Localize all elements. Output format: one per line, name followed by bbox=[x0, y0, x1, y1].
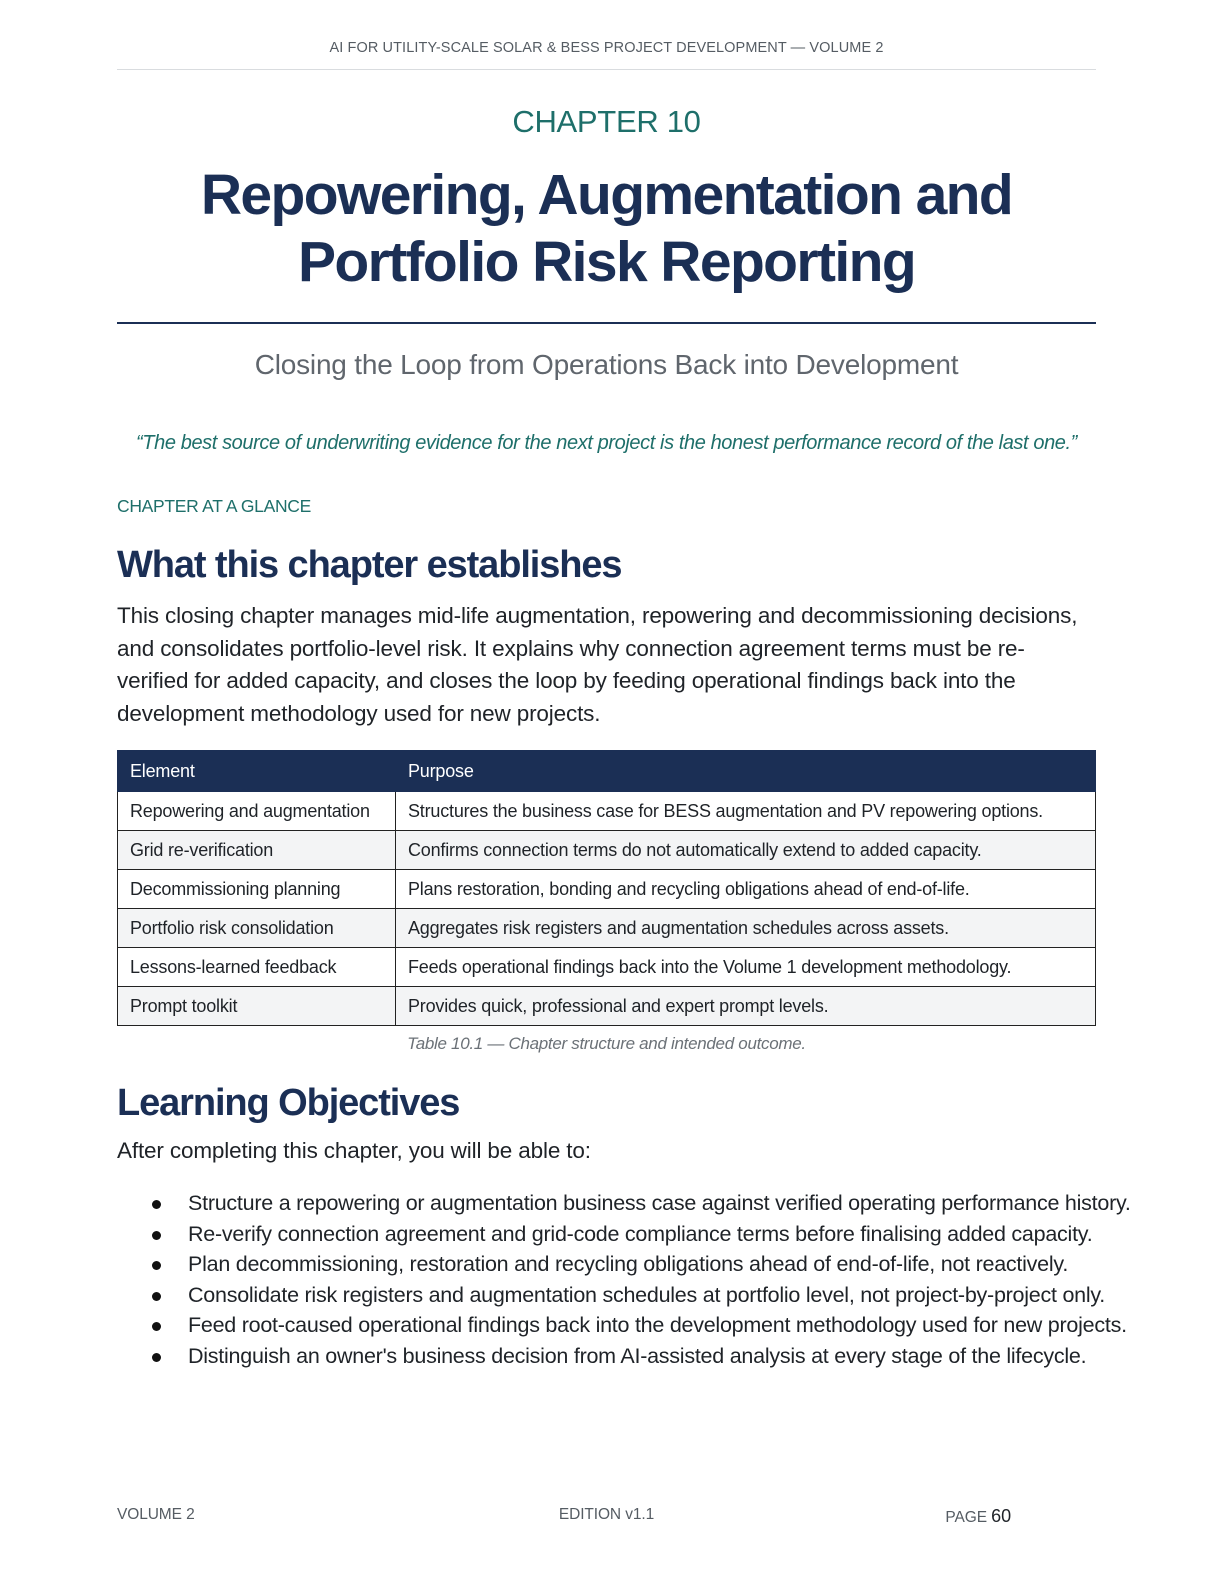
table-row bbox=[118, 948, 1096, 987]
document-page bbox=[117, 0, 1131, 1584]
learning-objectives-intro: After completing this chapter, you will be able to: bbox=[117, 1138, 591, 1163]
table-row bbox=[118, 909, 1096, 948]
chapter-epigraph: “The best source of underwriting evidence for the next project is the honest performance record of the last one.” bbox=[136, 432, 1077, 454]
glance-label: CHAPTER AT A GLANCE bbox=[117, 496, 311, 516]
chapter-label: CHAPTER 10 bbox=[512, 104, 701, 139]
chapter-subtitle: Closing the Loop from Operations Back into Development bbox=[254, 349, 959, 380]
table-cell-purpose: Confirms connection terms do not automatically extend to added capacity. bbox=[396, 831, 1096, 870]
running-header: AI FOR UTILITY-SCALE SOLAR & BESS PROJECT DEVELOPMENT — VOLUME 2 bbox=[329, 40, 884, 56]
list-item bbox=[117, 1341, 1096, 1372]
table-header-row bbox=[118, 751, 1096, 792]
list-item bbox=[117, 1219, 1096, 1250]
footer-volume: VOLUME 2 bbox=[117, 1506, 195, 1523]
bullet-icon bbox=[152, 1261, 161, 1270]
list-item bbox=[117, 1249, 1096, 1280]
chapter-structure-table bbox=[117, 750, 1096, 1026]
list-item bbox=[117, 1280, 1106, 1311]
list-item-text: Re-verify connection agreement and grid-code compliance terms before finalising added capacity. bbox=[188, 1221, 1093, 1246]
bullet-icon bbox=[152, 1231, 161, 1240]
table-row bbox=[118, 987, 1096, 1026]
list-item-text: Plan decommissioning, restoration and recycling obligations ahead of end-of-life, not reactively. bbox=[188, 1252, 1069, 1276]
glance-heading: What this chapter establishes bbox=[117, 544, 622, 586]
table-header-purpose: Purpose bbox=[396, 751, 1096, 792]
footer-page-number: 60 bbox=[991, 1506, 1011, 1526]
title-divider bbox=[117, 322, 1096, 324]
bullet-icon bbox=[152, 1322, 161, 1331]
table-caption: Table 10.1 — Chapter structure and intended outcome. bbox=[407, 1034, 806, 1053]
table-cell-element: Grid re-verification bbox=[118, 831, 396, 870]
list-item-text: Distinguish an owner's business decision from AI-assisted analysis at every stage of the lifecycle. bbox=[188, 1343, 1087, 1368]
table-cell-purpose: Feeds operational findings back into the Volume 1 development methodology. bbox=[396, 948, 1096, 987]
table-cell-element: Lessons-learned feedback bbox=[118, 948, 396, 987]
list-item bbox=[117, 1310, 1127, 1341]
bullet-icon bbox=[152, 1200, 161, 1209]
chapter-title bbox=[117, 162, 1096, 296]
list-item-text: Feed root-caused operational findings back into the development methodology used for new projects. bbox=[188, 1313, 1127, 1337]
table-cell-element: Prompt toolkit bbox=[118, 987, 396, 1026]
table-header-element: Element bbox=[118, 751, 396, 792]
chapter-title-text: Repowering, Augmentation and Portfolio Risk Reporting bbox=[200, 163, 1013, 294]
bullet-icon bbox=[152, 1292, 161, 1301]
table-cell-purpose: Aggregates risk registers and augmentation schedules across assets. bbox=[396, 909, 1096, 948]
table-cell-element: Repowering and augmentation bbox=[118, 792, 396, 831]
table-cell-purpose: Plans restoration, bonding and recycling obligations ahead of end-of-life. bbox=[396, 870, 1096, 909]
table-row bbox=[118, 831, 1096, 870]
header-divider bbox=[117, 69, 1096, 70]
list-item-text: Consolidate risk registers and augmentation schedules at portfolio level, not project-by-project only. bbox=[188, 1282, 1106, 1307]
learning-objectives-list bbox=[117, 1188, 1131, 1371]
table-row bbox=[118, 792, 1096, 831]
footer-page bbox=[945, 1506, 1011, 1527]
footer-page-label: PAGE bbox=[945, 1509, 987, 1526]
table-cell-element: Decommissioning planning bbox=[118, 870, 396, 909]
table-cell-purpose: Provides quick, professional and expert prompt levels. bbox=[396, 987, 1096, 1026]
list-item bbox=[117, 1188, 1131, 1219]
table-cell-purpose: Structures the business case for BESS augmentation and PV repowering options. bbox=[396, 792, 1096, 831]
footer-edition: EDITION v1.1 bbox=[558, 1506, 655, 1523]
learning-objectives-heading: Learning Objectives bbox=[117, 1082, 460, 1124]
table-cell-element: Portfolio risk consolidation bbox=[118, 909, 396, 948]
table-row bbox=[118, 870, 1096, 909]
glance-body: This closing chapter manages mid-life augmentation, repowering and decommissioning decisions, and consolidates portfolio-level risk. It explains why connection agreement terms must be re-verified for added capacity, and closes the loop by feeding operational findings back into the development methodology used for new projects. bbox=[117, 603, 1078, 727]
list-item-text: Structure a repowering or augmentation business case against verified operating performance history. bbox=[188, 1191, 1131, 1215]
bullet-icon bbox=[152, 1353, 161, 1362]
